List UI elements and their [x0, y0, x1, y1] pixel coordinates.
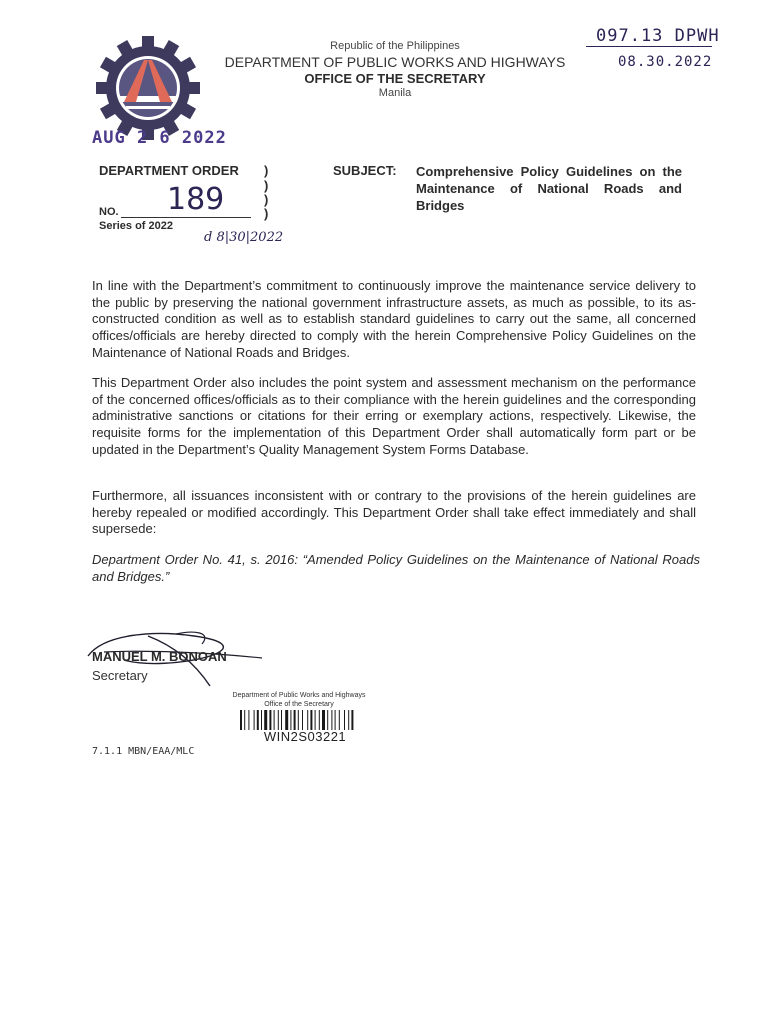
barcode-number: WIN2S03221 [263, 729, 347, 744]
date-stamp: AUG 2 6 2022 [92, 128, 227, 148]
header-office: OFFICE OF THE SECRETARY [304, 71, 486, 86]
dpwh-logo-icon [96, 36, 200, 140]
header-city: Manila [378, 87, 412, 99]
order-title: DEPARTMENT ORDER [99, 163, 239, 178]
order-number-label: NO. [99, 206, 119, 218]
receiving-underline [586, 46, 712, 47]
signatory-title: Secretary [92, 668, 148, 683]
subject-label: SUBJECT: [333, 163, 397, 178]
superseded-order: Department Order No. 41, s. 2016: “Amended Policy Guidelines on the Maintenance of National Roads and Bridges.” [92, 552, 700, 584]
header-department: DEPARTMENT OF PUBLIC WORKS AND HIGHWAYS [224, 54, 566, 70]
footer-reference: 7.1.1 MBN/EAA/MLC [92, 746, 195, 757]
signatory-name: MANUEL M. BONOAN [92, 649, 227, 664]
barcode-stamp-department: Department of Public Works and Highways [232, 692, 366, 699]
order-paren: ) [264, 192, 269, 207]
receiving-reference: 097.13 DPWH [596, 26, 720, 46]
barcode-stamp-office: Office of the Secretary [264, 701, 334, 708]
barcode-icon [240, 710, 370, 730]
order-number: 189 [167, 182, 225, 217]
order-paren: ) [264, 163, 269, 178]
order-number-line [121, 217, 251, 218]
order-paren: ) [264, 206, 269, 221]
order-series: Series of 2022 [99, 220, 173, 232]
subject-text: Comprehensive Policy Guidelines on the Maintenance of National Roads and Bridges [416, 164, 682, 213]
order-handwritten-date: d 8|30|2022 [204, 230, 284, 245]
body-paragraph: This Department Order also includes the point system and assessment mechanism on the performance of the concerned offices/officials as to their compliance with the herein guidelines and the corresponding administrative sanctions or citations for their erring or exemplary actions, respectively. Likewise, the requisite forms for the implementation of this Department Order shall automatically form part or be updated in the Department’s Quality Management System Forms Database. [92, 375, 696, 457]
receiving-date: 08.30.2022 [618, 54, 713, 70]
body-paragraph: Furthermore, all issuances inconsistent with or contrary to the provisions of the herein guidelines are hereby repealed or modified accordingly. This Department Order shall take effect immediately and shall supersede: [92, 488, 696, 537]
order-paren: ) [264, 178, 269, 193]
body-paragraph: In line with the Department’s commitment to continuously improve the maintenance service delivery to the public by preserving the national government infrastructure assets, as much as possible, to its as-constructed condition as well as to establish standard guidelines to carry out the same, all concerned offices/officials are hereby directed to comply with the herein Comprehensive Policy Guidelines on the Maintenance of National Roads and Bridges. [92, 278, 696, 360]
header-republic: Republic of the Philippines [330, 40, 460, 52]
